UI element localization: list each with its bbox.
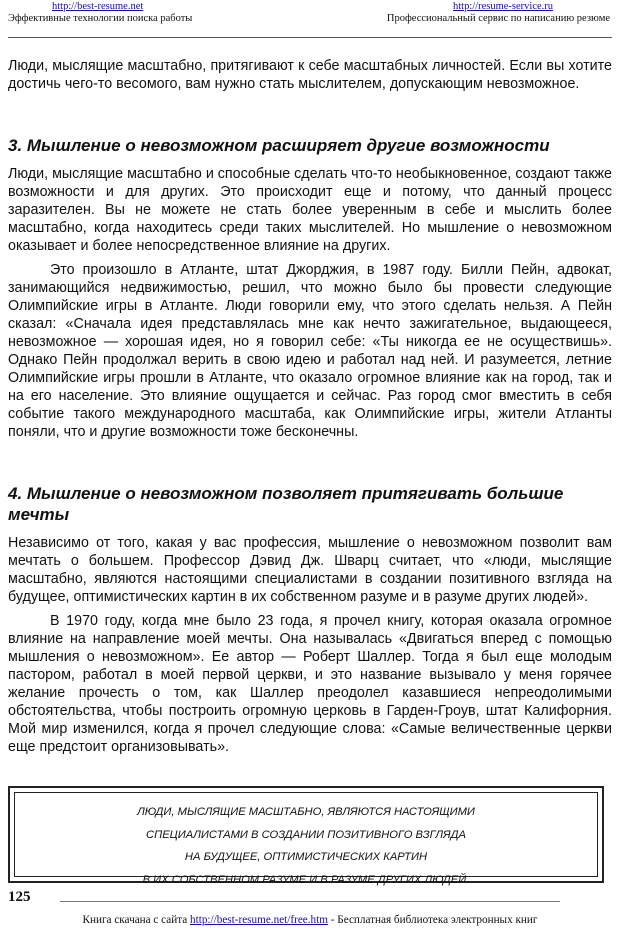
header-left-link[interactable]: http://best-resume.net — [52, 1, 144, 12]
footer — [0, 914, 620, 926]
section-heading-3: 3. Мышление о невозможном расширяет другие возможности — [8, 136, 550, 155]
quote-line: В ИХ СОБСТВЕННОМ РАЗУМЕ И В РАЗУМЕ ДРУГИХ ЛЮДЕЙ. — [142, 873, 470, 886]
footer-suffix: - Бесплатная библиотека электронных книг — [330, 914, 538, 926]
header-divider — [8, 37, 612, 38]
page-number: 125 — [8, 889, 31, 905]
quote-inner-frame — [14, 792, 598, 886]
header-left-text: Эффективные технологии поиска работы — [8, 13, 193, 24]
paragraph-3-1: Люди, мыслящие масштабно и способные сделать что-то необыкновенное, создают также возможности и для других. Это происходит еще и потому, что данный процесс заразителен. Вы не можете не стать более уверенным в себе и мыслить более масштабно, когда находитесь среди таких мыслителей. Но мышление о невозможном оказывает и более непосредственное влияние на других. — [8, 166, 612, 254]
header-right-link[interactable]: http://resume-service.ru — [453, 1, 554, 12]
quote-line: СПЕЦИАЛИСТАМИ В СОЗДАНИИ ПОЗИТИВНОГО ВЗГЛЯДА — [146, 828, 466, 841]
footer-link[interactable]: http://best-resume.net/free.htm — [190, 914, 328, 926]
paragraph-intro: Люди, мыслящие масштабно, притягивают к себе масштабных личностей. Если вы хотите достичь чего-то весомого, вам нужно стать мыслителем, допускающим невозможное. — [8, 58, 612, 92]
quote-box — [8, 786, 604, 886]
footer-divider — [60, 901, 560, 902]
header-right-text: Профессиональный сервис по написанию резюме — [386, 13, 610, 24]
paragraph-4-2: В 1970 году, когда мне было 23 года, я прочел книгу, которая оказала огромное влияние на направление моей мечты. Она называлась «Двигаться вперед с помощью мышления о невозможном». Ее автор — Роберт Шаллер. Тогда я был еще молодым пастором, работал в моей первой церкви, и это название вызывало у меня горячее желание прочесть о том, как Шаллер преодолел казавшиеся непреодолимыми обстоятельства, чтобы построить огромную церковь в Гарден-Гроув, штат Калифорния. Мой мир изменился, когда я прочел следующие слова: «Самые величественные церкви еще предстоит организовывать». — [8, 613, 612, 755]
paragraph-4-1: Независимо от того, какая у вас профессия, мышление о невозможном позволит вам мечтать о большем. Профессор Дэвид Дж. Шварц считает, что «люди, мыслящие масштабно, являются настоящими специалистами в создании позитивного взгляда на будущее, оптимистических картин в их собственном разуме и в разуме других людей». — [8, 535, 612, 605]
quote-line: ЛЮДИ, МЫСЛЯЩИЕ МАСШТАБНО, ЯВЛЯЮТСЯ НАСТОЯЩИМИ — [137, 806, 475, 818]
page-body — [8, 57, 612, 756]
quote-line: НА БУДУЩЕЕ, ОПТИМИСТИЧЕСКИХ КАРТИН — [184, 851, 428, 863]
paragraph-3-2: Это произошло в Атланте, штат Джорджия, в 1987 году. Билли Пейн, адвокат, занимающийся недвижимостью, решил, что можно было бы провести следующие Олимпийские игры в Атланте. Люди говорили ему, что этого сделать нельзя. А Пейн сказал: «Сначала идея представлялась мне как нечто зажигательное, выдающееся, невозможное — хорошая идея, но я говорил себе: «Ты никогда ее не осуществишь». Однако Пейн продолжал верить в свою идею и работал над ней. И разумеется, летние Олимпийские игры прошли в Атланте, что оказало огромное влияние как на город, так и на его население. Это влияние ощущается и сейчас. Раз город смог вместить в себя событие такого международного масштаба, как Олимпийские игры, жители Атланты поняли, что и другие возможности тоже бесконечны. — [8, 262, 612, 440]
section-heading-4: 4. Мышление о невозможном позволяет притягивать большие мечты — [8, 484, 564, 524]
footer-prefix: Книга скачана с сайта — [82, 914, 188, 926]
